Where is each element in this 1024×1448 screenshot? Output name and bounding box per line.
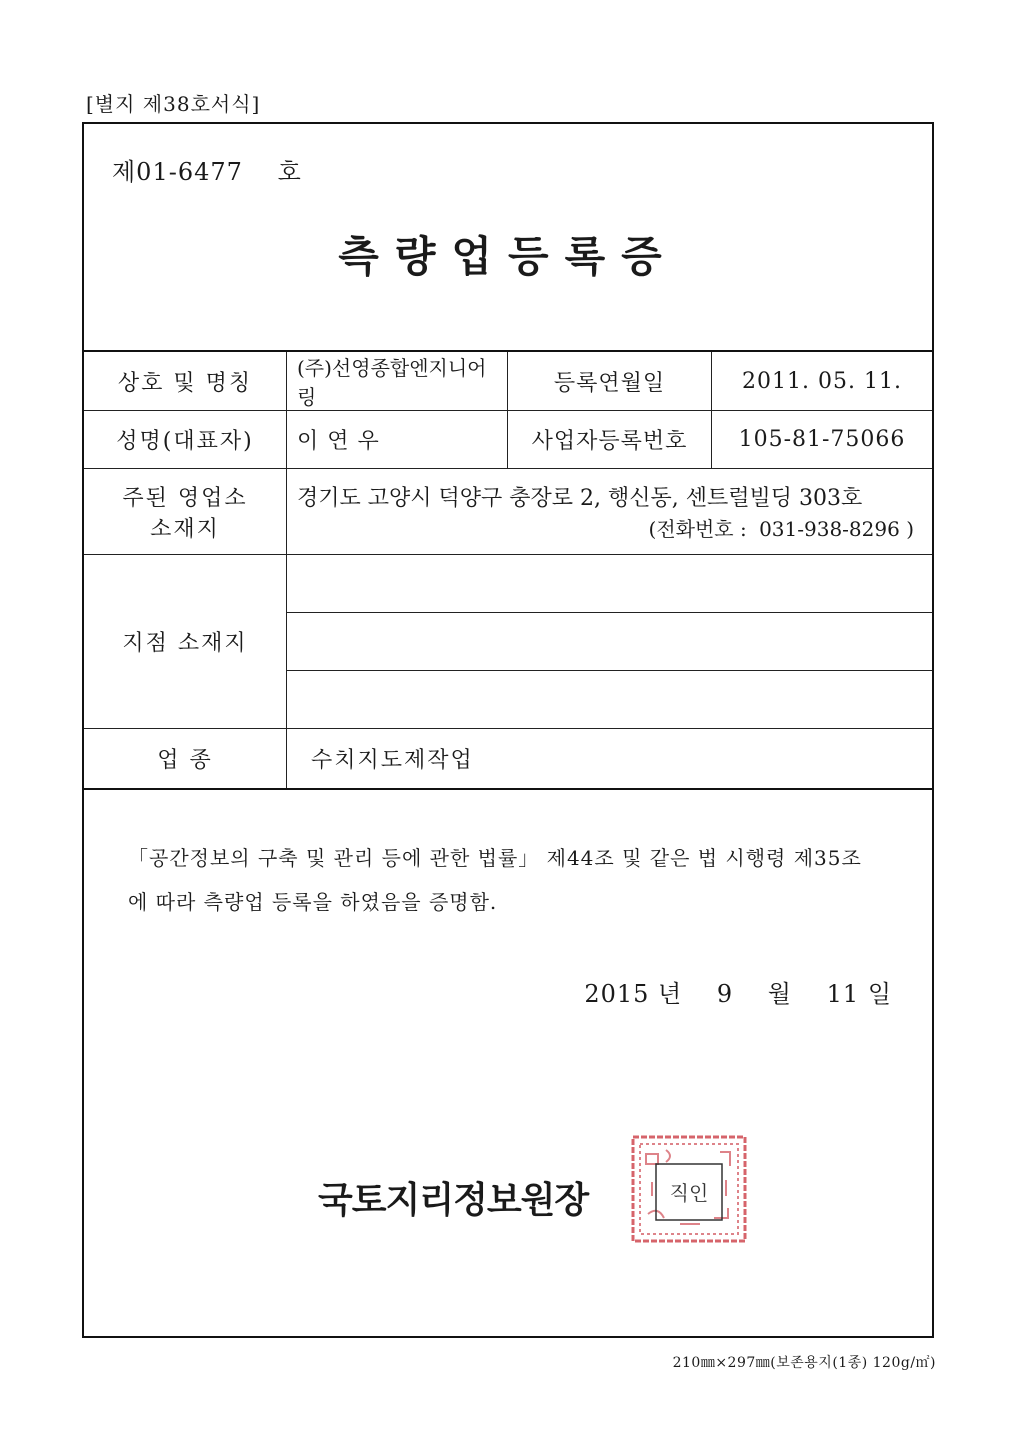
certificate-number [112, 152, 302, 187]
issue-month-unit: 월 [767, 980, 792, 1008]
issue-date [584, 974, 892, 1009]
office-phone-label: (전화번호 : [648, 516, 747, 541]
office-label-line1: 주된 영업소 [122, 485, 248, 511]
issue-month: 9 [716, 980, 734, 1008]
branch-label: 지점 소재지 [84, 555, 287, 729]
office-phone-value: 031-938-8296 [759, 516, 900, 541]
office-address: 경기도 고양시 덕양구 충장로 2, 행신동, 센트럴빌딩 303호 [297, 485, 863, 511]
certificate-number-value: 제01-6477 [112, 158, 243, 186]
official-seal [630, 1134, 748, 1244]
statement-line-2: 에 따라 측량업 등록을 하였음을 증명함. [128, 890, 498, 914]
branch-row [287, 671, 933, 729]
company-value: (주)선영종합엔지니어링 [287, 351, 508, 411]
representative-value: 이 연 우 [287, 411, 508, 469]
office-phone-close: ) [906, 516, 914, 541]
issue-day: 11 [826, 980, 860, 1008]
reg-date-value: 2011. 05. 11. [712, 351, 933, 411]
certificate-number-suffix: 호 [277, 158, 302, 186]
document-title: 측량업등록증 [338, 232, 678, 281]
office-phone [297, 514, 922, 544]
office-label-line2: 소재지 [150, 516, 220, 542]
office-label [84, 469, 287, 555]
representative-label: 성명(대표자) [84, 411, 287, 469]
business-type-label: 업 종 [84, 729, 287, 789]
certification-statement [128, 836, 908, 924]
business-type-value: 수치지도제작업 [287, 729, 933, 789]
statement-line-1: 「공간정보의 구축 및 관리 등에 관한 법률」 제44조 및 같은 법 시행령 제35조 [128, 846, 862, 870]
issue-year: 2015 [584, 980, 650, 1008]
biz-number-value: 105-81-75066 [712, 411, 933, 469]
form-number: [별지 제38호서식] [86, 92, 261, 116]
paper-spec: 210㎜×297㎜(보존용지(1종) 120g/㎡) [672, 1355, 936, 1371]
branch-row [287, 555, 933, 613]
branch-row [287, 613, 933, 671]
seal-text: 직인 [669, 1181, 709, 1205]
registration-info-table [84, 350, 932, 790]
issuer-name: 국토지리정보원장 [318, 1180, 589, 1221]
issue-year-unit: 년 [658, 980, 683, 1008]
company-label: 상호 및 명칭 [84, 351, 287, 411]
certificate-frame [82, 122, 934, 1338]
reg-date-label: 등록연월일 [508, 351, 712, 411]
office-address-cell [287, 469, 933, 555]
biz-number-label: 사업자등록번호 [508, 411, 712, 469]
issue-day-unit: 일 [867, 980, 892, 1008]
